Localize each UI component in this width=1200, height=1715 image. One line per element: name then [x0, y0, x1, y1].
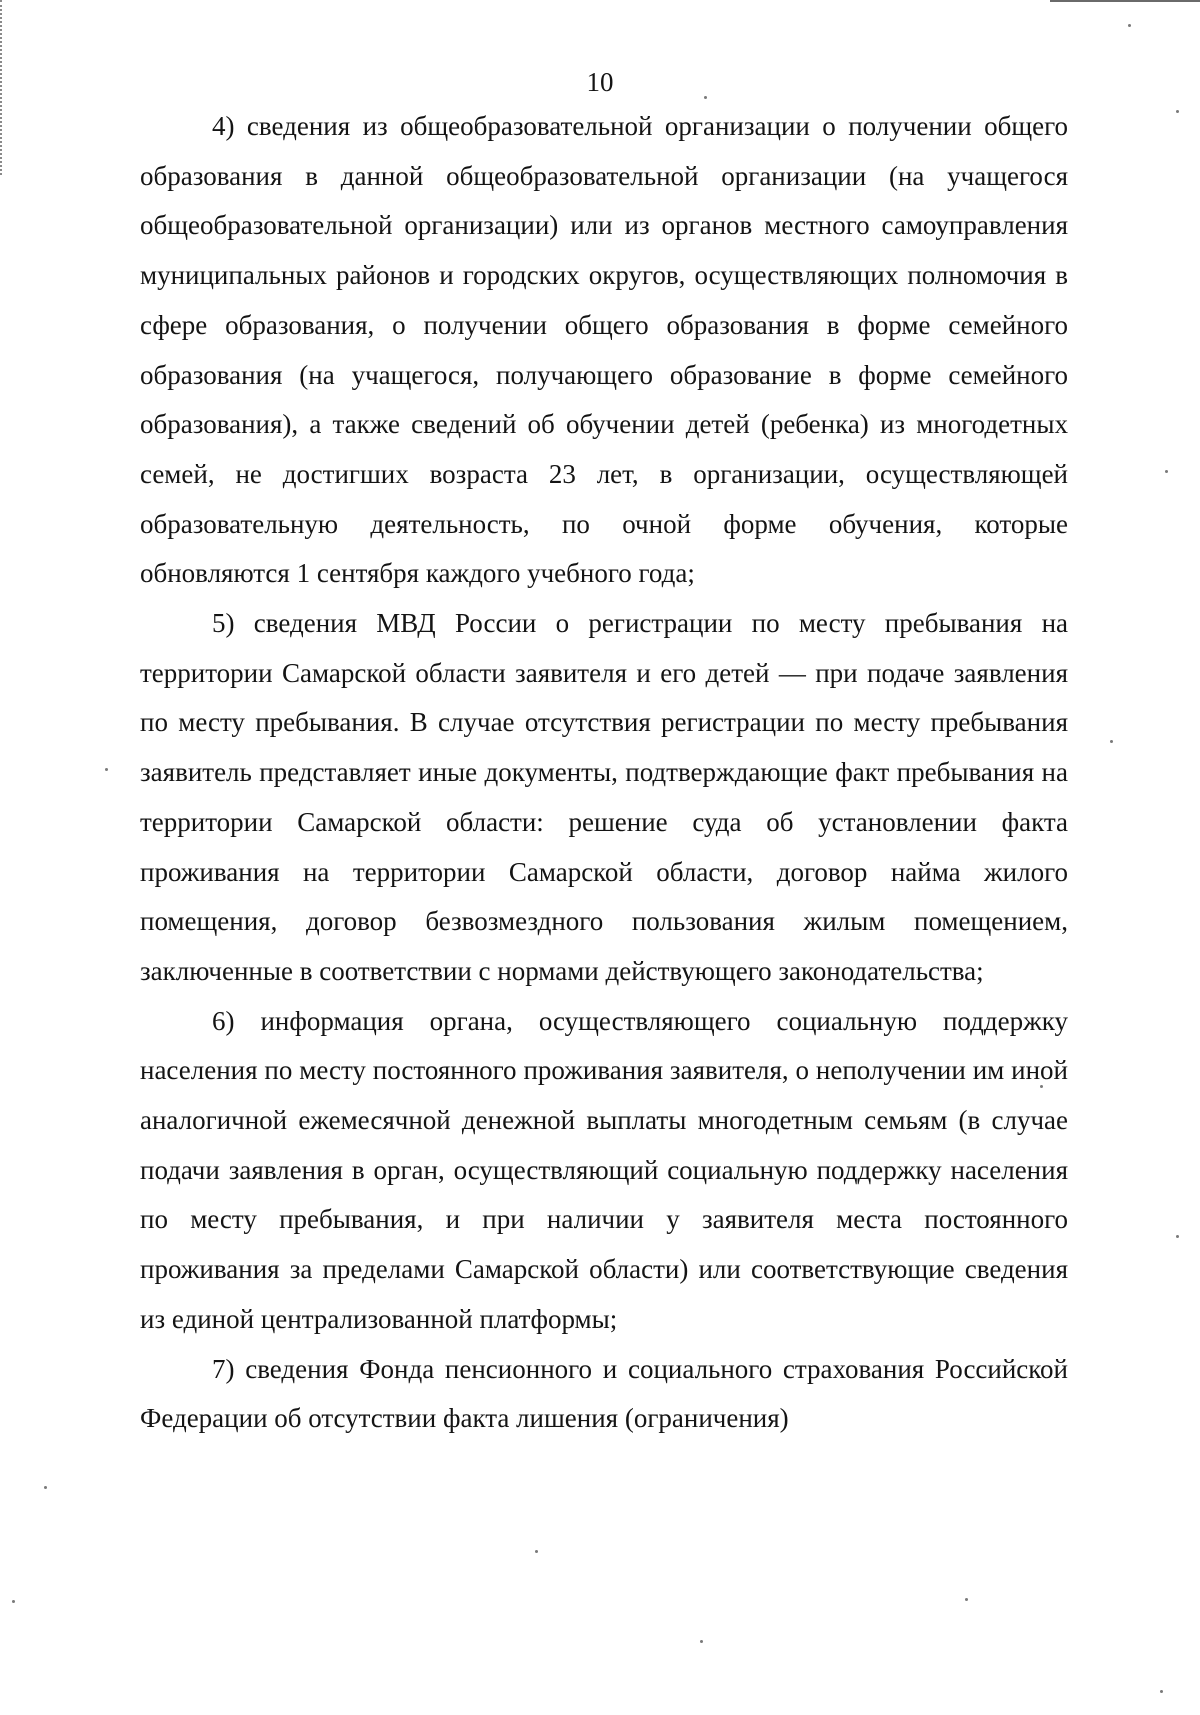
- scan-speck: [1160, 1690, 1163, 1693]
- scan-speck: [1128, 24, 1131, 27]
- scan-speck: [704, 96, 707, 99]
- scan-speck: [1110, 740, 1113, 743]
- scan-speck: [535, 1550, 538, 1553]
- paragraph-item-6: 6) информация органа, осуществляющего социальную поддержку населения по месту постоянного проживания заявителя, о неполучении им иной аналогичной ежемесячной денежной выплаты многодетным семьям (в случае подачи заявления в орган, осуществляющий социальную поддержку населения по месту пребывания, и при наличии у заявителя места постоянного проживания за пределами Самарской области) или соответствующие сведения из единой централизованной платформы;: [140, 1005, 1068, 1334]
- document-body: [140, 102, 1068, 1444]
- scan-edge-top: [1050, 0, 1200, 4]
- paragraph-item-4: 4) сведения из общеобразовательной организации о получении общего образования в данной общеобразовательной организации (на учащегося общеобразовательной организации) или из органов местного самоуправления муниципальных районов и городских округов, осуществляющих полномочия в сфере образования, о получении общего образования в форме семейного образования (на учащегося, получающего образование в форме семейного образования), а также сведений об обучении детей (ребенка) из многодетных семей, не достигших возраста 23 лет, в организации, осуществляющей образовательную деятельность, по очной форме обучения, которые обновляются 1 сентября каждого учебного года;: [140, 111, 1068, 589]
- scan-speck: [44, 1486, 47, 1489]
- scan-speck: [1165, 470, 1168, 473]
- paragraph-item-5: 5) сведения МВД России о регистрации по месту пребывания на территории Самарской области заявителя и его детей — при подаче заявления по месту пребывания. В случае отсутствия регистрации по месту пребывания заявитель представляет иные документы, подтверждающие факт пребывания на территории Самарской области: решение суда об установлении факта проживания на территории Самарской области, договор найма жилого помещения, договор безвозмездного пользования жилым помещением, заключенные в соответствии с нормами действующего законодательства;: [140, 608, 1068, 986]
- scan-speck: [1040, 1085, 1043, 1088]
- scan-speck: [105, 768, 108, 771]
- scan-speck: [965, 1598, 968, 1601]
- scan-speck: [12, 1600, 15, 1603]
- paragraph-item-7: 7) сведения Фонда пенсионного и социального страхования Российской Федерации об отсутствии факта лишения (ограничения): [140, 1353, 1068, 1434]
- page-number: 10: [586, 67, 614, 97]
- scan-speck: [1176, 110, 1179, 113]
- scan-speck: [1176, 1235, 1179, 1238]
- scan-speck: [700, 1640, 703, 1643]
